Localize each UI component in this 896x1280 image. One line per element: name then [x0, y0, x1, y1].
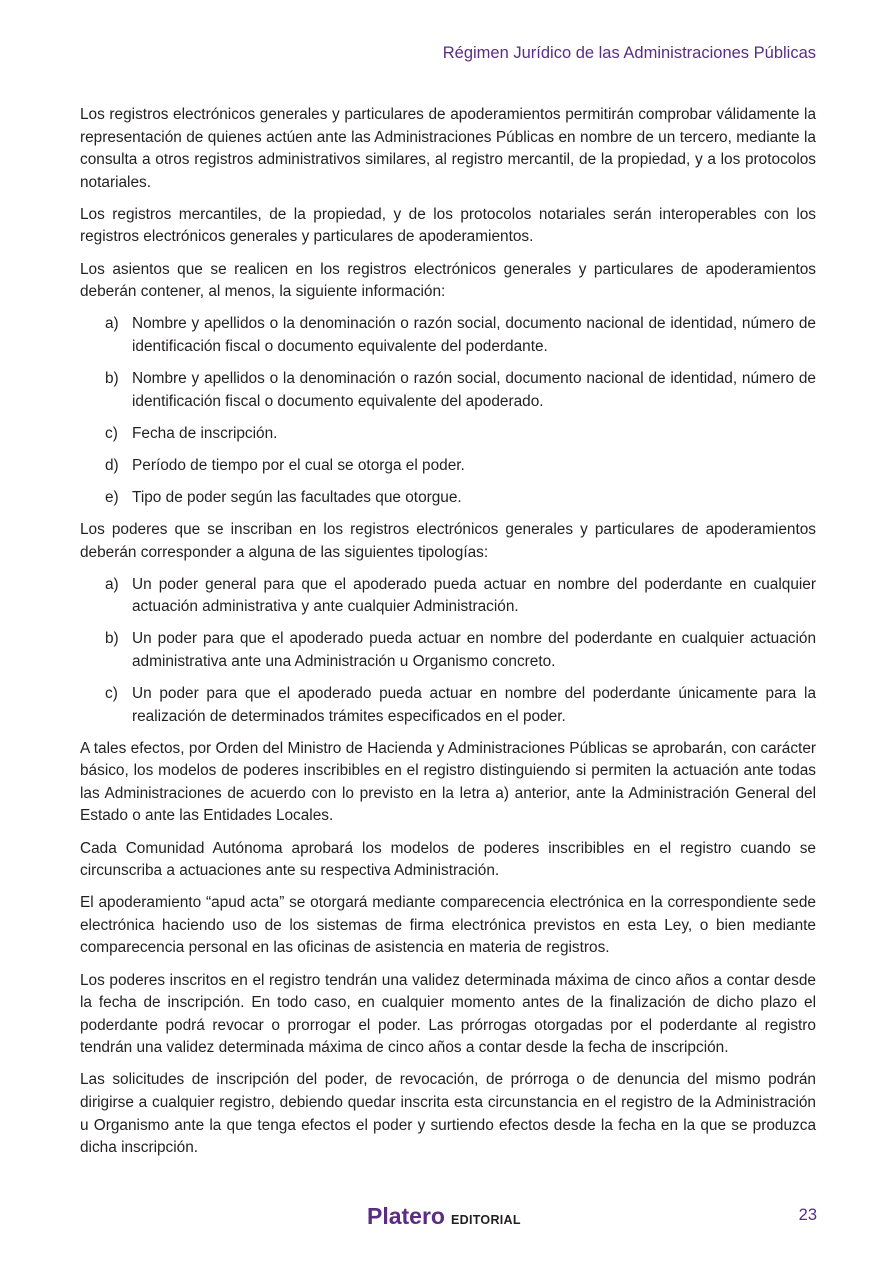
list-label: e) [105, 488, 119, 506]
list-item [80, 368, 816, 413]
list-item [80, 423, 816, 446]
list-item [80, 628, 816, 673]
list-text: Un poder general para que el apoderado pueda actuar en nombre del poderdante en cualquier actuación administrativa y ante cualquier Administración. [132, 575, 816, 616]
page-body [80, 104, 816, 1169]
running-header: Régimen Jurídico de las Administraciones Públicas [442, 44, 816, 62]
paragraph: Los asientos que se realicen en los registros electrónicos generales y particulares de apoderamientos deberán contener, al menos, la siguiente información: [80, 260, 816, 301]
list-label: a) [105, 315, 119, 333]
publisher-logo [367, 1203, 521, 1230]
tipologias-list [80, 574, 816, 729]
list-text: Período de tiempo por el cual se otorga el poder. [132, 456, 465, 474]
paragraph: Los poderes inscritos en el registro tendrán una validez determinada máxima de cinco años a contar desde la fecha de inscripción. En todo caso, en cualquier momento antes de la finalización de dicho plazo el poderdante podrá revocar o prorrogar el poder. Las prórrogas otorgadas por el poderdante al registro tendrán una validez determinada máxima de cinco años a contar desde la fecha de inscripción. [80, 971, 816, 1057]
paragraph: Cada Comunidad Autónoma aprobará los modelos de poderes inscribibles en el registro cuando se circunscriba a actuaciones ante su respectiva Administración. [80, 839, 816, 880]
brand-subtitle: EDITORIAL [450, 1213, 521, 1227]
list-item [80, 313, 816, 358]
list-label: b) [105, 630, 119, 648]
list-text: Un poder para que el apoderado pueda actuar en nombre del poderdante en cualquier actuación administrativa ante una Administración u Organismo concreto. [132, 630, 816, 670]
paragraph: Las solicitudes de inscripción del poder, de revocación, de prórroga o de denuncia del mismo podrán dirigirse a cualquier registro, debiendo quedar inscrita esta circunstancia en el registro de la Administración u Organismo ante la que tenga efectos el poder y surtiendo efectos desde la fecha en la que se produzca dicha inscripción. [80, 1071, 816, 1157]
page-number: 23 [798, 1206, 817, 1224]
list-item [80, 455, 816, 478]
list-text: Nombre y apellidos o la denominación o razón social, documento nacional de identidad, número de identificación fiscal o documento equivalente del poderdante. [132, 315, 816, 355]
asientos-list [80, 313, 816, 509]
list-label: a) [105, 575, 119, 593]
paragraph: Los registros electrónicos generales y particulares de apoderamientos permitirán comprobar válidamente la representación de quienes actúen ante las Administraciones Públicas en nombre de un tercero, mediante la consulta a otros registros administrativos similares, al registro mercantil, de la propiedad, y a los protocolos notariales. [80, 106, 816, 191]
list-item [80, 574, 816, 619]
list-label: b) [105, 369, 119, 387]
paragraph: A tales efectos, por Orden del Ministro de Hacienda y Administraciones Públicas se aprobarán, con carácter básico, los modelos de poderes inscribibles en el registro distinguiendo si permiten la actuación ante todas las Administraciones de acuerdo con lo previsto en la letra a) anterior, ante la Administración General del Estado o ante las Entidades Locales. [80, 739, 816, 825]
paragraph: Los poderes que se inscriban en los registros electrónicos generales y particulares de apoderamientos deberán corresponder a alguna de las siguientes tipologías: [80, 520, 816, 561]
paragraph: El apoderamiento “apud acta” se otorgará mediante comparecencia electrónica en la correspondiente sede electrónica haciendo uso de los sistemas de firma electrónica previstos en esta Ley, o bien mediante comparecencia personal en las oficinas de asistencia en materia de registros. [80, 894, 816, 957]
list-label: c) [105, 684, 118, 702]
brand-name: Platero [367, 1203, 445, 1229]
list-item [80, 683, 816, 728]
paragraph: Los registros mercantiles, de la propiedad, y de los protocolos notariales serán interoperables con los registros electrónicos generales y particulares de apoderamientos. [80, 205, 816, 246]
list-text: Fecha de inscripción. [132, 424, 278, 442]
list-label: c) [105, 424, 118, 442]
list-text: Tipo de poder según las facultades que otorgue. [132, 488, 462, 506]
list-text: Nombre y apellidos o la denominación o razón social, documento nacional de identidad, número de identificación fiscal o documento equivalente del apoderado. [132, 369, 816, 410]
list-item [80, 487, 816, 510]
list-text: Un poder para que el apoderado pueda actuar en nombre del poderdante únicamente para la realización de determinados trámites especificados en el poder. [132, 684, 816, 725]
list-label: d) [105, 456, 119, 474]
